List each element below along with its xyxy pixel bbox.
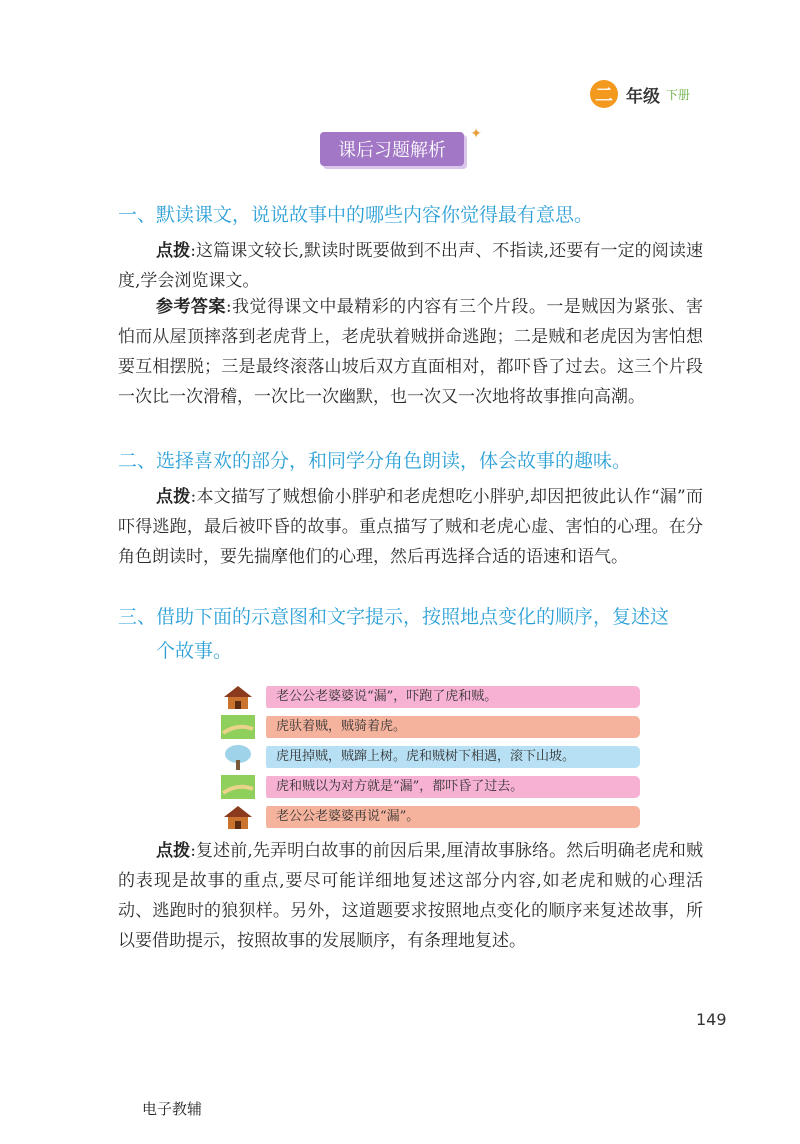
question-1-hint xyxy=(118,236,703,296)
hint-text: :这篇课文较长,默读时既要做到不出声、不指读,还要有一定的阅读速度,学会浏览课文。 xyxy=(118,241,703,291)
term-label: 下册 xyxy=(666,87,691,102)
question-1-title: 一、默读课文，说说故事中的哪些内容你觉得最有意思。 xyxy=(118,204,594,226)
section-title: 课后习题解析 xyxy=(320,132,464,166)
hint-text: :复述前,先弄明白故事的前因后果,厘清故事脉络。然后明确老虎和贼的表现是故事的重点,要尽可能详细地复述这部分内容,如老虎和贼的心理活动、逃跑时的狼狈样。另外，这道题要求按照地点变化的顺序来复述故事，所以要借助提示，按照故事的发展顺序，有条理地复述。 xyxy=(118,841,703,951)
question-1-answer xyxy=(118,292,703,412)
footer-label: 电子教辅 xyxy=(142,1100,203,1118)
diagram-text: 虎甩掉贼，贼蹿上树。虎和贼树下相遇，滚下山坡。 xyxy=(262,746,640,768)
house-icon xyxy=(220,684,256,710)
diagram-text: 老公公老婆婆再说“漏”。 xyxy=(262,806,640,828)
hint-lead: 点拨 xyxy=(156,241,191,261)
diagram-row xyxy=(220,682,640,712)
answer-lead: 参考答案 xyxy=(156,297,226,317)
hint-lead: 点拨 xyxy=(156,487,191,507)
grade-badge xyxy=(590,80,690,108)
question-3-title xyxy=(118,600,703,668)
diagram-row xyxy=(220,772,640,802)
diagram-row xyxy=(220,712,640,742)
diagram-row xyxy=(220,802,640,832)
question-3-title-line1: 三、借助下面的示意图和文字提示，按照地点变化的顺序，复述这 xyxy=(118,606,670,628)
diagram-text: 老公公老婆婆说“漏”，吓跑了虎和贼。 xyxy=(262,686,640,708)
section-title-wrap xyxy=(320,126,482,166)
field-icon xyxy=(220,774,256,800)
grade-number: 二 xyxy=(590,80,618,108)
page-number: 149 xyxy=(696,1010,727,1029)
sparkle-icon: ✦ xyxy=(470,126,482,142)
answer-text: :我觉得课文中最精彩的内容有三个片段。一是贼因为紧张、害怕而从屋顶摔落到老虎背上，老虎驮着贼拼命逃跑；二是贼和老虎因为害怕想要互相摆脱；三是最终滚落山坡后双方直面相对，都吓昏了过去。这三个片段一次比一次滑稽，一次比一次幽默，也一次又一次地将故事推向高潮。 xyxy=(118,297,703,407)
question-3-hint xyxy=(118,836,703,956)
house-icon xyxy=(220,804,256,830)
hint-text: :本文描写了贼想偷小胖驴和老虎想吃小胖驴,却因把彼此认作“漏”而吓得逃跑，最后被吓昏的故事。重点描写了贼和老虎心虚、害怕的心理。在分角色朗读时，要先揣摩他们的心理，然后再选择合适的语速和语气。 xyxy=(118,487,703,567)
diagram-text: 虎驮着贼，贼骑着虎。 xyxy=(262,716,640,738)
field-icon xyxy=(220,714,256,740)
question-2-hint xyxy=(118,482,703,572)
tree-icon xyxy=(220,744,256,770)
story-diagram xyxy=(220,682,640,832)
hint-lead: 点拨 xyxy=(156,841,191,861)
diagram-text: 虎和贼以为对方就是“漏”，都吓昏了过去。 xyxy=(262,776,640,798)
diagram-row xyxy=(220,742,640,772)
grade-label: 年级 xyxy=(626,86,660,107)
question-3-title-line2: 个故事。 xyxy=(156,640,233,662)
question-2-title: 二、选择喜欢的部分，和同学分角色朗读，体会故事的趣味。 xyxy=(118,450,632,472)
